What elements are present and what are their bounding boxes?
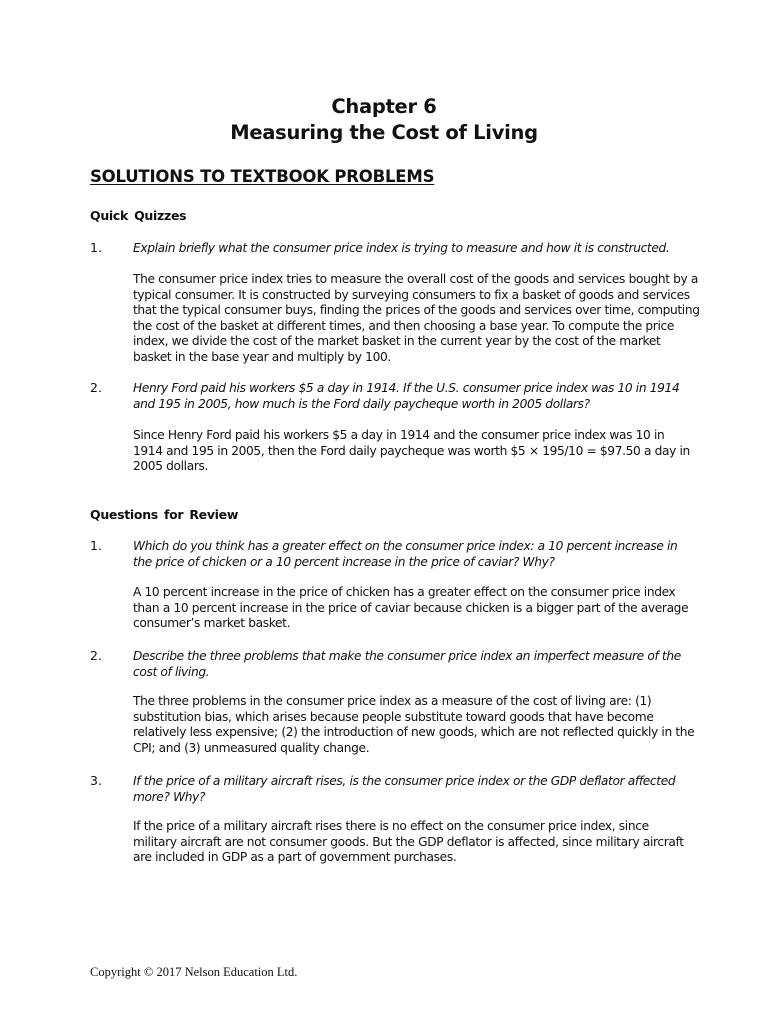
quiz-1-question: [133, 240, 688, 256]
quiz-2-number: 2.: [90, 380, 102, 395]
review-3-question: [133, 773, 688, 805]
copyright-footer: Copyright © 2017 Nelson Education Ltd.: [90, 965, 298, 979]
answer-line: consumer’s market basket.: [133, 616, 291, 631]
quiz-2-answer: [133, 428, 688, 475]
answer-line: A 10 percent increase in the price of chicken has a greater effect on the consumer price index: [133, 585, 676, 599]
answer-line: that the typical consumer buys, finding the prices of the goods and services over time, computing: [133, 303, 700, 318]
answer-line: are included in GDP as a part of government purchases.: [133, 850, 457, 865]
question-line: Which do you think has a greater effect on the consumer price index: a 10 percent increase in: [133, 539, 678, 553]
answer-line: basket in the base year and multiply by 100.: [133, 349, 391, 364]
answer-line: Since Henry Ford paid his workers $5 a day in 1914 and the consumer price index was 10 in: [133, 428, 665, 442]
answer-line: substitution bias, which arises because people substitute toward goods that have become: [133, 709, 654, 724]
answer-line: If the price of a military aircraft rises there is no effect on the consumer price index, since: [133, 819, 649, 833]
questions-for-review-heading: Questions for Review: [90, 507, 239, 522]
quiz-1-answer: [133, 272, 700, 366]
question-line: cost of living.: [133, 665, 210, 679]
answer-line: The three problems in the consumer price index as a measure of the cost of living are: (1): [133, 694, 652, 708]
review-1-number: 1.: [90, 538, 102, 553]
question-line: more? Why?: [133, 790, 206, 804]
question-line: the price of chicken or a 10 percent increase in the price of caviar? Why?: [133, 555, 555, 569]
answer-line: military aircraft are not consumer goods. But the GDP deflator is affected, since military aircraft: [133, 834, 684, 849]
review-3-number: 3.: [90, 773, 102, 788]
review-2-question: [133, 648, 688, 680]
question-line: and 195 in 2005, how much is the Ford daily paycheque worth in 2005 dollars?: [133, 397, 590, 411]
question-line: Explain briefly what the consumer price index is trying to measure and how it is constructed.: [133, 241, 670, 255]
section-heading: SOLUTIONS TO TEXTBOOK PROBLEMS: [90, 167, 435, 186]
review-1-question: [133, 538, 688, 570]
answer-line: relatively less expensive; (2) the introduction of new goods, which are not reflected quickly in the: [133, 725, 695, 740]
quick-quizzes-heading: Quick Quizzes: [90, 208, 187, 223]
chapter-name: Measuring the Cost of Living: [230, 121, 538, 144]
quiz-2-question: [133, 380, 688, 412]
answer-line: 2005 dollars.: [133, 459, 209, 474]
answer-line: The consumer price index tries to measure the overall cost of the goods and services bought by a: [133, 272, 699, 286]
chapter-title: [0, 94, 768, 146]
answer-line: the cost of the basket at different times, and then choosing a base year. To compute the price: [133, 318, 674, 333]
review-3-answer: [133, 819, 688, 866]
answer-line: CPI; and (3) unmeasured quality change.: [133, 740, 370, 755]
review-2-answer: [133, 694, 695, 756]
answer-line: typical consumer. It is constructed by surveying consumers to fix a basket of goods and services: [133, 287, 690, 302]
question-line: If the price of a military aircraft rises, is the consumer price index or the GDP deflator affected: [133, 774, 676, 788]
question-line: Describe the three problems that make the consumer price index an imperfect measure of the: [133, 649, 681, 663]
chapter-number: Chapter 6: [331, 95, 437, 118]
answer-line: index, we divide the cost of the market basket in the current year by the cost of the market: [133, 334, 661, 349]
answer-line: than a 10 percent increase in the price of caviar because chicken is a bigger part of the average: [133, 600, 689, 615]
question-line: Henry Ford paid his workers $5 a day in 1914. If the U.S. consumer price index was 10 in 1914: [133, 381, 680, 395]
quiz-1-number: 1.: [90, 240, 102, 255]
review-2-number: 2.: [90, 648, 102, 663]
review-1-answer: [133, 585, 688, 632]
answer-line: 1914 and 195 in 2005, then the Ford daily paycheque was worth $5 × 195/10 = $97.50 a day in: [133, 443, 690, 458]
